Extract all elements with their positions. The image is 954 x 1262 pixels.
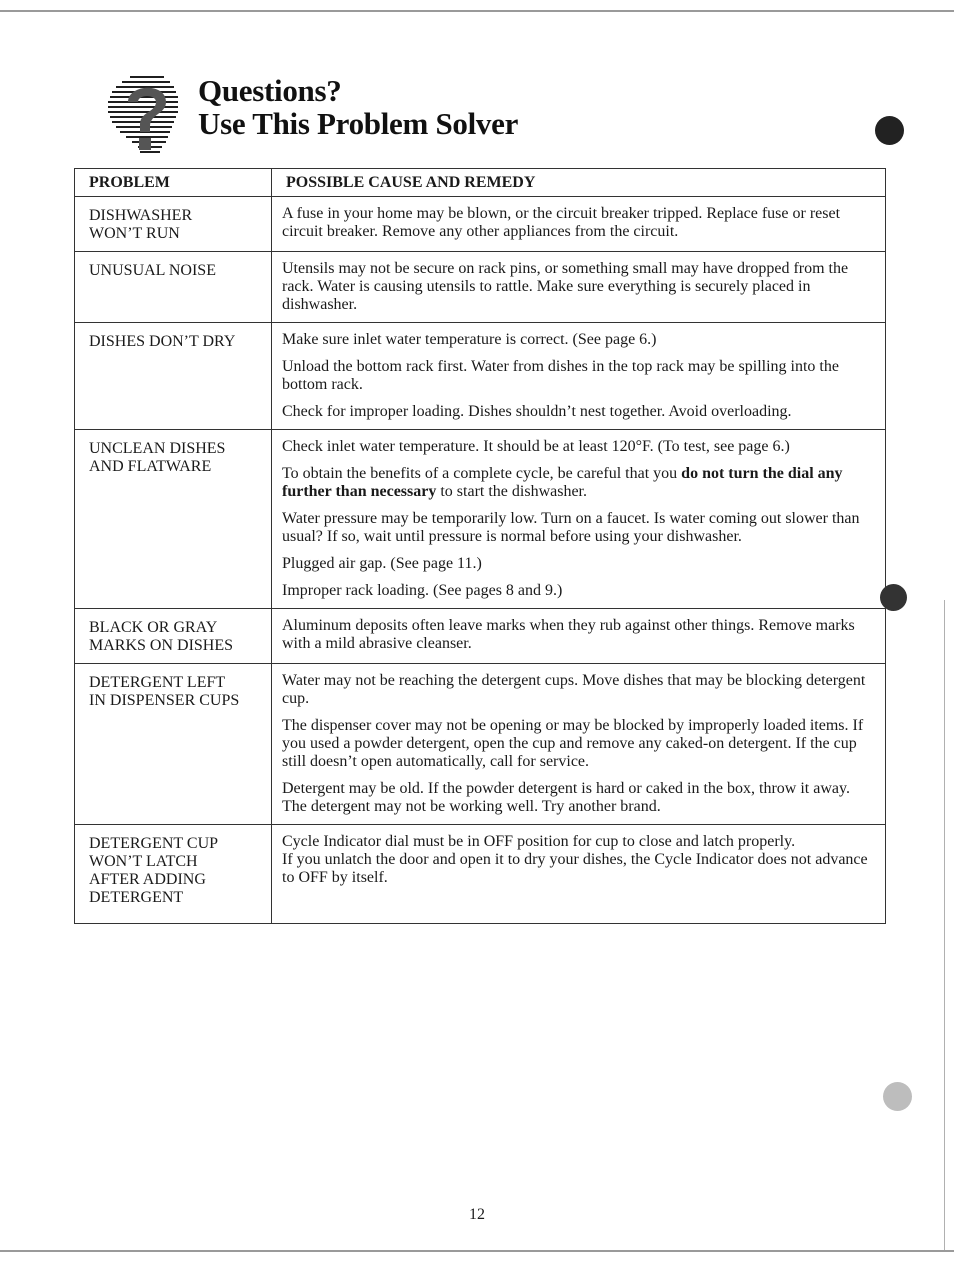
remedy-cell bbox=[272, 609, 886, 664]
problem-line: MARKS ON DISHES bbox=[89, 637, 234, 654]
remedy-paragraph: Water may not be reaching the detergent cups. Move dishes that may be blocking detergent cup. bbox=[282, 672, 866, 707]
remedy-paragraph: Aluminum deposits often leave marks when they rub against other things. Remove marks with a mild abrasive cleanser. bbox=[282, 617, 855, 652]
page-title bbox=[198, 74, 518, 140]
problem-line: WON’T RUN bbox=[89, 225, 180, 242]
problem-cell bbox=[75, 664, 272, 825]
question-mark-icon bbox=[100, 70, 192, 165]
remedy-paragraph: Plugged air gap. (See page 11.) bbox=[282, 555, 482, 572]
remedy-paragraph: Water pressure may be temporarily low. Turn on a faucet. Is water coming out slower than usual? If so, wait until pressure is normal before using your dishwasher. bbox=[282, 510, 860, 545]
table-header-row bbox=[75, 169, 886, 197]
top-scan-rule bbox=[0, 10, 954, 12]
remedy-paragraph: Detergent may be old. If the powder detergent is hard or caked in the box, throw it away. The detergent may not be working well. Try another brand. bbox=[282, 780, 850, 815]
table-row bbox=[75, 825, 886, 924]
problem-line: IN DISPENSER CUPS bbox=[89, 692, 240, 709]
problem-cell bbox=[75, 323, 272, 430]
remedy-paragraph: To obtain the benefits of a complete cycle, be careful that you do not turn the dial any further than necessary to start the dishwasher. bbox=[282, 465, 843, 500]
page-number: 12 bbox=[469, 1206, 485, 1223]
problem-cell bbox=[75, 252, 272, 323]
remedy-paragraph: Utensils may not be secure on rack pins, or something small may have dropped from the rack. Water is causing utensils to rattle. Make sure everything is securely placed in dishwasher. bbox=[282, 260, 849, 313]
remedy-paragraph: Improper rack loading. (See pages 8 and 9.) bbox=[282, 582, 563, 599]
remedy-paragraph: A fuse in your home may be blown, or the circuit breaker tripped. Replace fuse or reset circuit breaker. Remove any other appliances from the circuit. bbox=[282, 205, 841, 240]
remedy-paragraph: The dispenser cover may not be opening or may be blocked by improperly loaded items. If you used a powder detergent, open the cup and remove any caked-on detergent. If the cup still doesn’t open automatically, call for service. bbox=[282, 717, 864, 770]
problem-line: DETERGENT bbox=[89, 889, 184, 906]
problem-cell bbox=[75, 430, 272, 609]
problem-line: AND FLATWARE bbox=[89, 458, 212, 475]
punch-hole-dot-top bbox=[875, 116, 904, 145]
remedy-paragraph: Cycle Indicator dial must be in OFF position for cup to close and latch properly. If you unlatch the door and open it to dry your dishes, the Cycle Indicator does not advance to OFF by itself. bbox=[282, 833, 868, 886]
table-row bbox=[75, 323, 886, 430]
table-row bbox=[75, 430, 886, 609]
remedy-paragraph: Check inlet water temperature. It should be at least 120°F. (To test, see page 6.) bbox=[282, 438, 790, 455]
remedy-emphasis: do not turn the dial any further than necessary bbox=[282, 465, 843, 500]
right-scan-rule bbox=[944, 600, 945, 1252]
table-row bbox=[75, 664, 886, 825]
punch-hole-dot-bottom bbox=[883, 1082, 912, 1111]
table-row bbox=[75, 609, 886, 664]
header-problem: PROBLEM bbox=[75, 169, 272, 197]
remedy-cell bbox=[272, 825, 886, 924]
table-row bbox=[75, 252, 886, 323]
problem-cell bbox=[75, 825, 272, 924]
problem-line: UNCLEAN DISHES bbox=[89, 440, 226, 457]
problem-line: DISHWASHER bbox=[89, 207, 193, 224]
problem-line: AFTER ADDING bbox=[89, 871, 206, 888]
page-header bbox=[100, 70, 860, 160]
problem-cell bbox=[75, 197, 272, 252]
header-remedy: POSSIBLE CAUSE AND REMEDY bbox=[272, 169, 886, 197]
problem-line: UNUSUAL NOISE bbox=[89, 262, 216, 279]
table-body bbox=[75, 197, 886, 924]
title-line-1: Questions? bbox=[198, 73, 342, 108]
problem-cell bbox=[75, 609, 272, 664]
remedy-cell bbox=[272, 430, 886, 609]
remedy-paragraph: Unload the bottom rack first. Water from dishes in the top rack may be spilling into the bottom rack. bbox=[282, 358, 839, 393]
remedy-paragraph: Check for improper loading. Dishes shouldn’t nest together. Avoid overloading. bbox=[282, 403, 792, 420]
problem-line: BLACK OR GRAY bbox=[89, 619, 218, 636]
remedy-cell bbox=[272, 323, 886, 430]
remedy-paragraph: Make sure inlet water temperature is correct. (See page 6.) bbox=[282, 331, 657, 348]
bottom-scan-rule bbox=[0, 1250, 954, 1252]
problem-line: DETERGENT LEFT bbox=[89, 674, 226, 691]
remedy-cell bbox=[272, 197, 886, 252]
problem-solver-table bbox=[74, 168, 886, 924]
problem-line: DETERGENT CUP bbox=[89, 835, 219, 852]
problem-line: WON’T LATCH bbox=[89, 853, 198, 870]
remedy-cell bbox=[272, 252, 886, 323]
remedy-cell bbox=[272, 664, 886, 825]
problem-line: DISHES DON’T DRY bbox=[89, 333, 236, 350]
table-row bbox=[75, 197, 886, 252]
title-line-2: Use This Problem Solver bbox=[198, 106, 519, 141]
